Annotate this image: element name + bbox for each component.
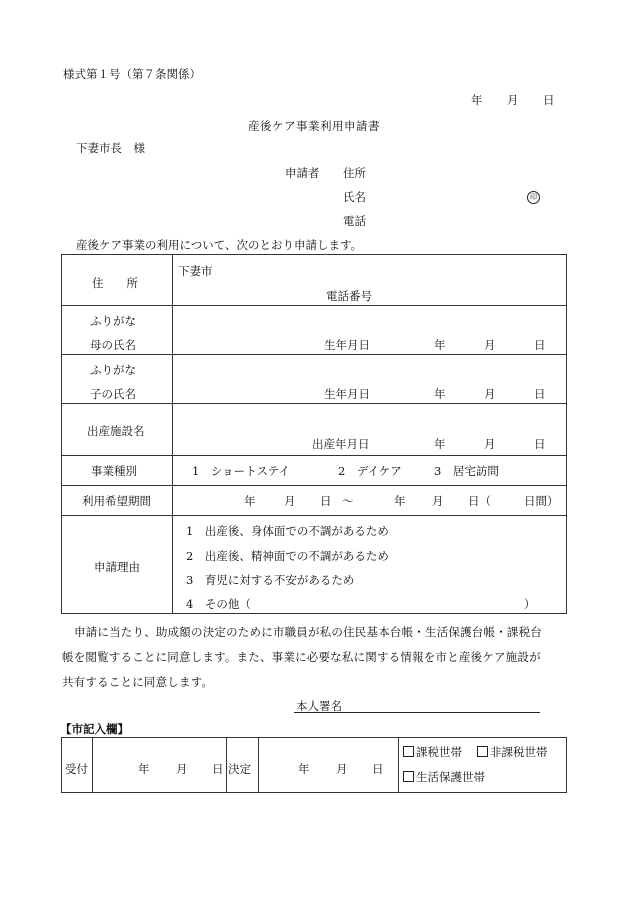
signature-label: 本人署名: [296, 699, 342, 713]
period-tilde: ～: [342, 494, 354, 508]
checkbox-welfare[interactable]: [403, 770, 485, 784]
period-end-year: 年: [394, 494, 406, 508]
child-birth-year: 年: [434, 387, 446, 401]
period-days-label: 日間）: [524, 494, 559, 508]
intro-text: 産後ケア事業の利用について、次のとおり申請します。: [76, 238, 363, 252]
document-title: 産後ケア事業利用申請書: [248, 119, 380, 133]
decision-label: 決定: [228, 762, 251, 776]
child-name-label: 子の氏名: [90, 387, 136, 401]
mother-furigana-label: ふりがな: [90, 314, 136, 328]
checkbox-welfare-box[interactable]: [403, 771, 414, 782]
receipt-month: 月: [176, 762, 188, 776]
applicant-name-label: 氏名: [343, 190, 366, 204]
addressee: 下妻市長 様: [76, 141, 145, 155]
consent-line-1: 申請に当たり、助成額の決定のために市職員が私の住民基本台帳・生活保護台帳・課税台: [74, 625, 542, 639]
receipt-day: 日: [212, 762, 224, 776]
receipt-label: 受付: [65, 762, 88, 776]
child-birth-label: 生年月日: [324, 387, 370, 401]
consent-line-3: 共有することに同意します。: [62, 675, 214, 689]
date-day: 日: [543, 93, 555, 107]
delivery-year: 年: [434, 437, 446, 451]
period-start-day: 日: [320, 494, 332, 508]
service-type-label: 事業種別: [91, 464, 137, 478]
address-input[interactable]: [178, 262, 308, 280]
checkbox-non-taxable-label: 非課税世帯: [490, 745, 548, 759]
checkbox-taxable-box[interactable]: [403, 746, 414, 757]
reason-other-close-paren: ）: [524, 597, 536, 611]
checkbox-non-taxable[interactable]: [477, 745, 548, 759]
reason-option-childcare-anxiety[interactable]: 3 育児に対する不安があるため: [186, 573, 355, 587]
child-birth-day: 日: [534, 387, 546, 401]
consent-line-2: 帳を閲覧することに同意します。また、事業に必要な私に関する情報を市と産後ケア施設が: [62, 650, 541, 664]
reason-label: 申請理由: [94, 560, 140, 574]
child-furigana-label: ふりがな: [90, 363, 136, 377]
receipt-year: 年: [138, 762, 150, 776]
reason-option-other[interactable]: 4 その他（: [186, 597, 251, 611]
mother-birth-year: 年: [434, 338, 446, 352]
date-year: 年: [471, 93, 483, 107]
child-name-input[interactable]: [178, 359, 308, 399]
reason-option-physical[interactable]: 1 出産後、身体面での不調があるため: [186, 524, 389, 538]
delivery-date-label: 出産年月日: [312, 437, 370, 451]
facility-name-input[interactable]: [178, 408, 308, 430]
table-column-divider: [172, 254, 173, 614]
period-start-year: 年: [244, 494, 256, 508]
date-month: 月: [507, 93, 519, 107]
period-start-month: 月: [284, 494, 296, 508]
period-end-day: 日（: [468, 494, 491, 508]
form-number: 様式第１号（第７条関係）: [63, 67, 201, 81]
applicant-address-label: 住所: [343, 166, 366, 180]
mother-birth-day: 日: [534, 338, 546, 352]
decision-day: 日: [372, 762, 384, 776]
checkbox-taxable[interactable]: [403, 745, 462, 759]
child-birth-month: 月: [484, 387, 496, 401]
facility-label: 出産施設名: [87, 424, 145, 438]
applicant-phone-label: 電話: [343, 214, 366, 228]
delivery-month: 月: [484, 437, 496, 451]
service-option-short-stay[interactable]: 1 ショートステイ: [192, 464, 290, 478]
phone-number-label: 電話番号: [326, 289, 372, 303]
mother-name-input[interactable]: [178, 310, 308, 350]
seal-mark-icon: 印: [527, 191, 540, 204]
decision-year: 年: [298, 762, 310, 776]
office-section-label: 【市記入欄】: [60, 722, 129, 736]
signature-line[interactable]: [294, 712, 540, 713]
address-prefill: 下妻市: [178, 264, 213, 278]
reason-option-mental[interactable]: 2 出産後、精神面での不調があるため: [186, 549, 389, 563]
decision-month: 月: [336, 762, 348, 776]
applicant-label: 申請者: [285, 166, 320, 180]
checkbox-non-taxable-box[interactable]: [477, 746, 488, 757]
checkbox-taxable-label: 課税世帯: [416, 745, 462, 759]
service-option-home-visit[interactable]: 3 居宅訪問: [434, 464, 499, 478]
address-row-label: 住 所: [92, 276, 138, 290]
mother-birth-label: 生年月日: [324, 338, 370, 352]
checkbox-welfare-label: 生活保護世帯: [416, 770, 485, 784]
service-option-day-care[interactable]: 2 デイケア: [338, 464, 402, 478]
delivery-day: 日: [534, 437, 546, 451]
mother-name-label: 母の氏名: [90, 338, 136, 352]
period-label: 利用希望期間: [82, 494, 151, 508]
period-end-month: 月: [432, 494, 444, 508]
mother-birth-month: 月: [484, 338, 496, 352]
